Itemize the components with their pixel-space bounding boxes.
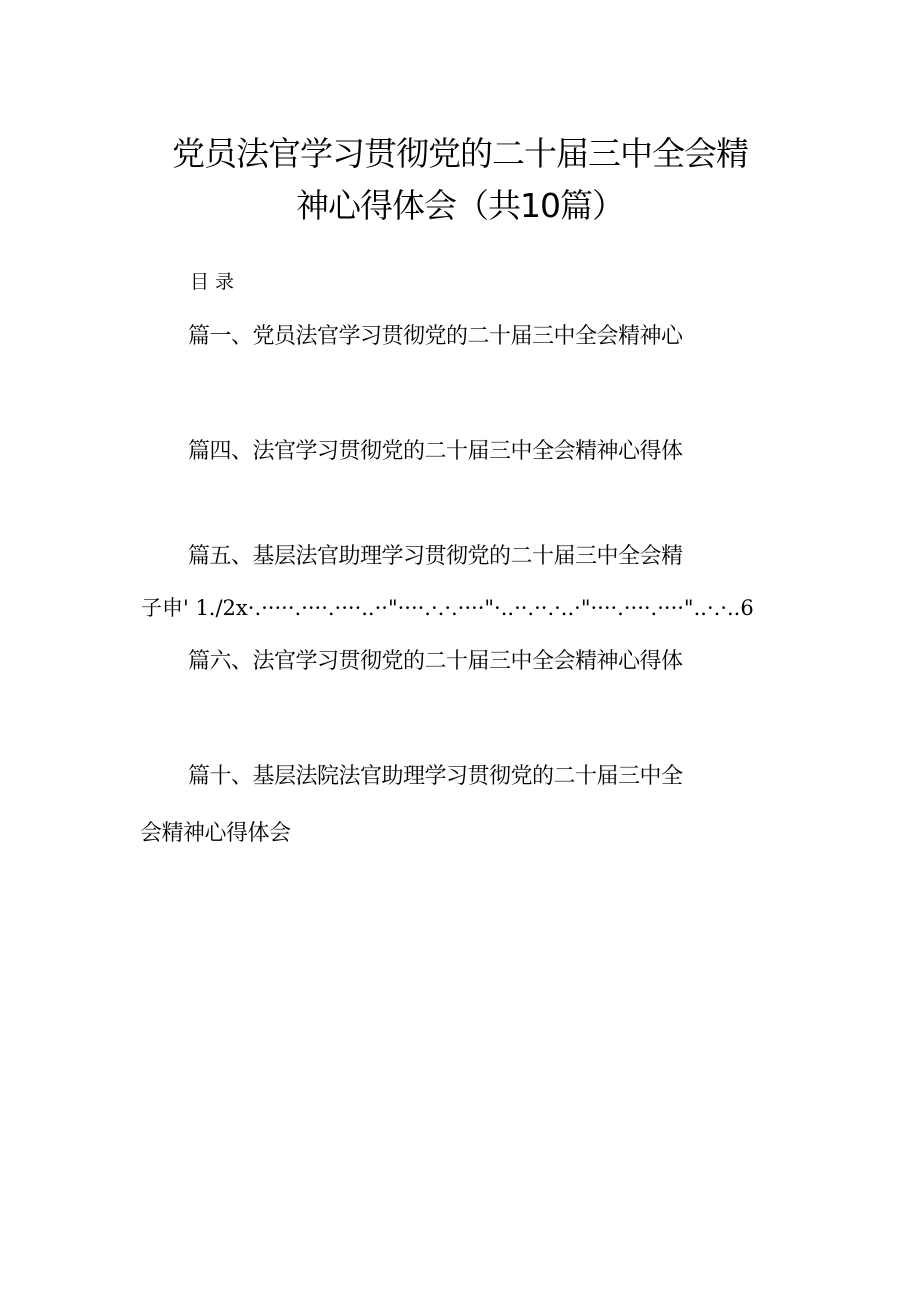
toc-entry-10-continuation[interactable]: 会精神心得体会 xyxy=(140,821,291,846)
toc-entry-1[interactable]: 篇一、党员法官学习贯彻党的二十届三中全会精神心 xyxy=(188,324,683,349)
toc-entry-6[interactable]: 篇六、法官学习贯彻党的二十届三中全会精神心得体 xyxy=(188,649,683,674)
document-title-line-1: 党员法官学习贯彻党的二十届三中全会精 xyxy=(172,134,748,173)
document-title-line-2: 神心得体会（共10篇） xyxy=(296,186,624,225)
toc-entry-5-continuation[interactable]: 子申' 1./2x·.·····.····.····..··"····.·.·.····"·..··.··.·..·"····.····.····"..·.·..6 xyxy=(141,596,754,620)
toc-entry-4[interactable]: 篇四、法官学习贯彻党的二十届三中全会精神心得体 xyxy=(188,439,683,464)
toc-entry-10[interactable]: 篇十、基层法院法官助理学习贯彻党的二十届三中全 xyxy=(188,764,683,789)
toc-heading: 目录 xyxy=(190,271,241,293)
toc-entry-5[interactable]: 篇五、基层法官助理学习贯彻党的二十届三中全会精 xyxy=(188,544,683,569)
